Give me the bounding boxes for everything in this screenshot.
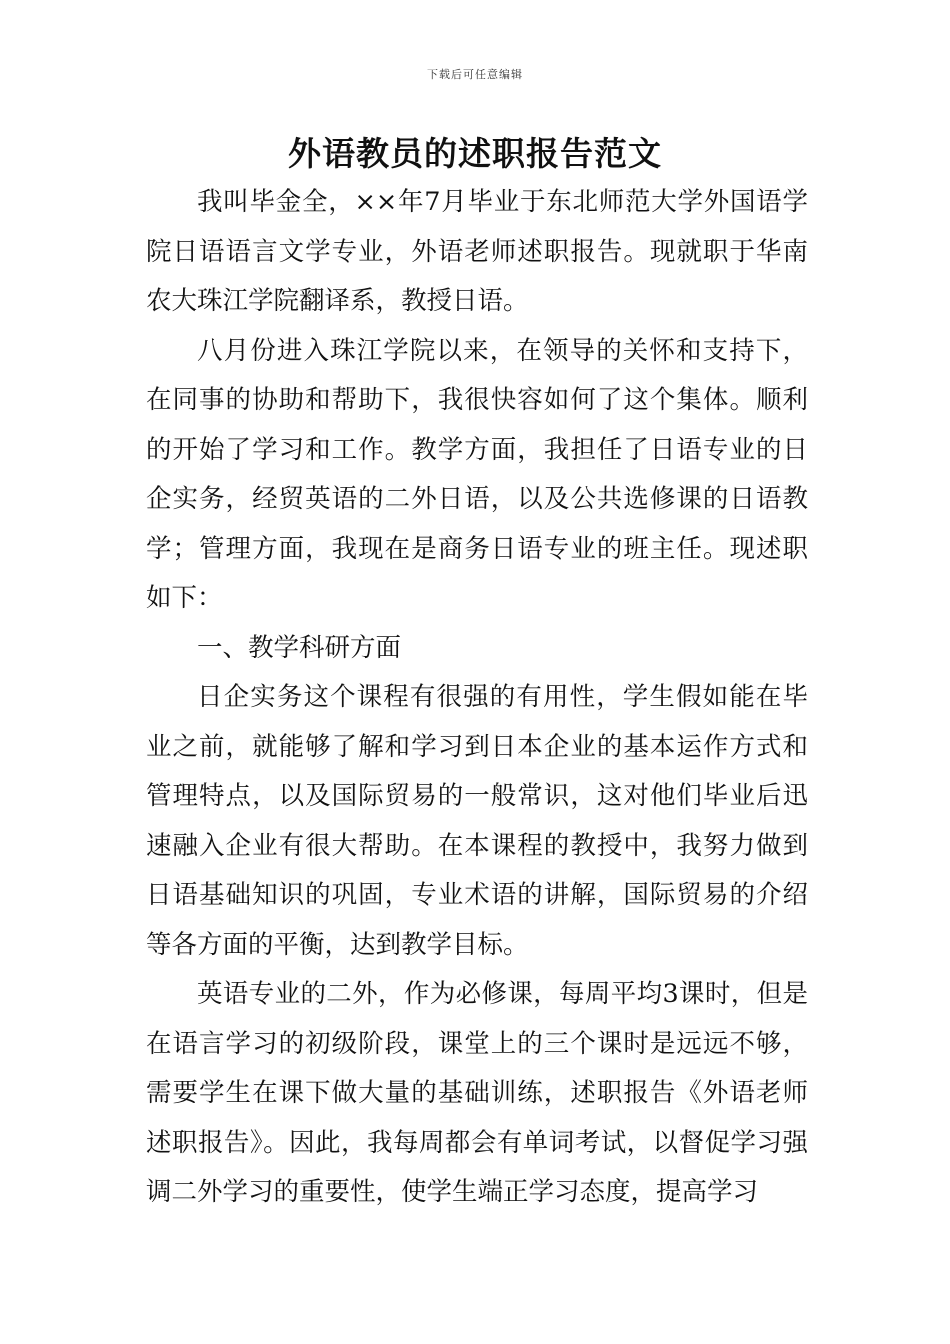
paragraph-overview: 八月份进入珠江学院以来，在领导的关怀和支持下，在同事的协助和帮助下，我很快容如何了这个集体。顺利的开始了学习和工作。教学方面，我担任了日语专业的日企实务，经贸英语的二外日语，以及公共选修课的日语教学；管理方面，我现在是商务日语专业的班主任。现述职如下： [146,335,808,613]
paragraph-second-language: 英语专业的二外，作为必修课，每周平均3课时，但是在语言学习的初级阶段，课堂上的三个课时是远远不够，需要学生在课下做大量的基础训练，述职报告《外语老师述职报告》。因此，我每周都会有单词考试，以督促学习强调二外学习的重要性，使学生端正学习态度，提高学习 [146,979,808,1207]
section-heading-teaching: 一、教学科研方面 [197,632,402,663]
document-title: 外语教员的述职报告范文 [288,134,662,173]
header-note: 下载后可任意编辑 [427,68,523,81]
document-body [146,178,808,1218]
paragraph-course-practice: 日企实务这个课程有很强的有用性，学生假如能在毕业之前，就能够了解和学习到日本企业的基本运作方式和管理特点，以及国际贸易的一般常识，这对他们毕业后迅速融入企业有很大帮助。在本课程的教授中，我努力做到日语基础知识的巩固，专业术语的讲解，国际贸易的介绍等各方面的平衡，达到教学目标。 [146,682,808,960]
paragraph-intro: 我叫毕金全，××年7月毕业于东北师范大学外国语学院日语语言文学专业，外语老师述职报告。现就职于华南农大珠江学院翻译系，教授日语。 [146,187,808,316]
